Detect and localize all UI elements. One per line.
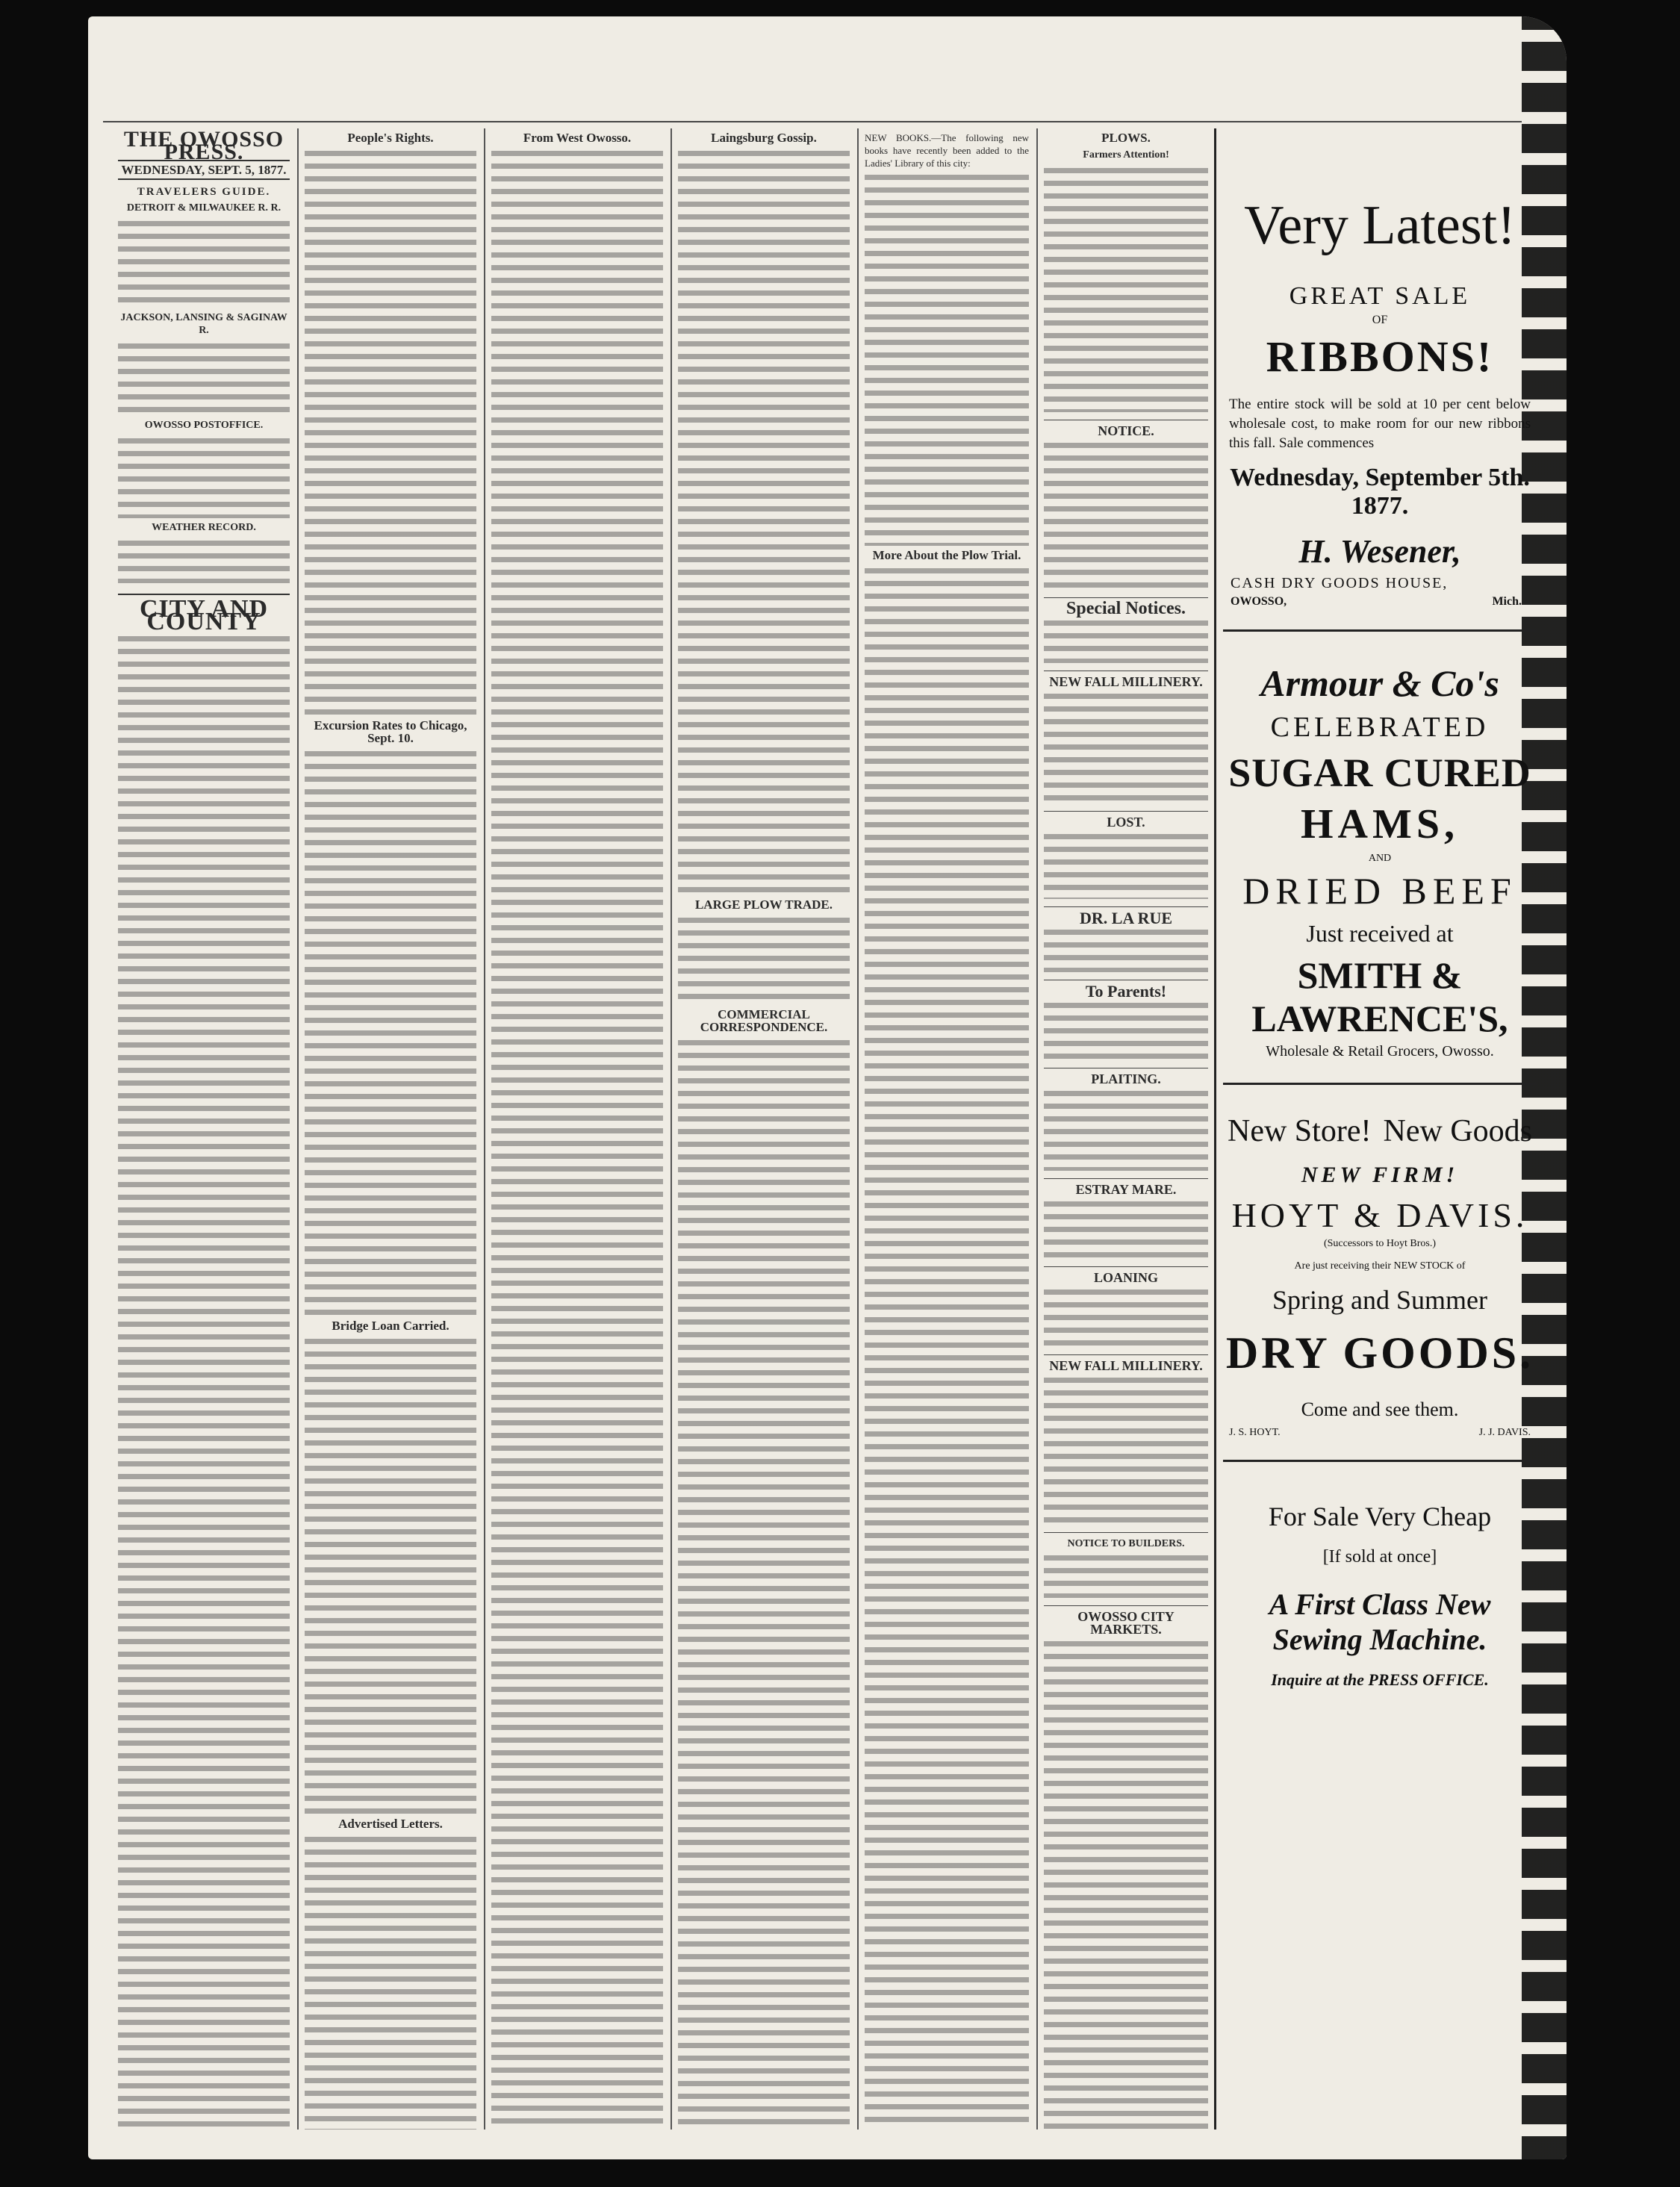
notice-text	[1044, 1287, 1208, 1347]
column-rule	[1036, 128, 1038, 2130]
ad-name-left: J. S. HOYT.	[1229, 1427, 1281, 1438]
ad-sewing-machine: A First Class New Sewing Machine.	[1269, 1587, 1491, 1656]
column-2	[305, 128, 476, 2130]
notice-heading: LOANING	[1044, 1266, 1208, 1284]
ad-sale-text: The entire stock will be sold at 10 per cent below wholesale cost, to make room for our new ribbons this fall. Sale commences	[1229, 396, 1531, 451]
ad-celebrated: CELEBRATED	[1270, 712, 1490, 743]
railroad-heading-1: DETROIT & MILWAUKEE R. R.	[126, 202, 281, 214]
header-rule	[103, 121, 1522, 122]
masthead-date: WEDNESDAY, SEPT. 5, 1877.	[118, 160, 290, 180]
ad-new-store: New Store!	[1228, 1114, 1372, 1148]
ad-store-line: CASH DRY GOODS HOUSE,	[1231, 575, 1449, 591]
article-text	[305, 1835, 476, 2130]
article-heading: Excursion Rates to Chicago, Sept. 10.	[314, 718, 467, 745]
article-text	[305, 149, 476, 716]
ad-and: AND	[1368, 853, 1392, 864]
ad-town-name: OWOSSO,	[1231, 595, 1287, 608]
ad-rule	[1223, 1083, 1537, 1085]
notice-text	[1044, 832, 1208, 899]
notice-text	[1044, 691, 1208, 803]
article-heading: Laingsburg Gossip.	[711, 131, 817, 145]
ad-new-firm: NEW FIRM!	[1301, 1163, 1459, 1187]
article-text	[305, 749, 476, 1316]
column-rule	[671, 128, 672, 2130]
column-3	[491, 128, 663, 2130]
ad-wholesale: Wholesale & Retail Grocers, Owosso.	[1266, 1043, 1494, 1060]
article-text	[678, 915, 850, 1005]
notice-text	[1044, 1089, 1208, 1171]
column-1	[118, 128, 290, 2130]
postoffice-text	[118, 436, 290, 518]
article-heading: People's Rights.	[347, 131, 434, 145]
column-rule	[484, 128, 485, 2130]
article-text	[491, 149, 663, 2130]
ad-if-sold: [If sold at once]	[1322, 1547, 1437, 1567]
ad-great-sale: GREAT SALE	[1289, 282, 1471, 310]
article-heading: COMMERCIAL CORRESPONDENCE.	[700, 1007, 828, 1034]
notice-heading: NEW FALL MILLINERY.	[1044, 671, 1208, 688]
postoffice-heading: OWOSSO POSTOFFICE.	[144, 420, 264, 431]
article-text	[865, 566, 1029, 2130]
notice-heading: To Parents!	[1044, 980, 1208, 998]
column-6	[1044, 128, 1208, 2130]
ad-of: OF	[1372, 314, 1388, 326]
ad-hams: HAMS,	[1301, 801, 1459, 847]
ad-merchant-name: H. Wesener,	[1298, 533, 1461, 570]
notice-heading: PLOWS.	[1101, 131, 1151, 145]
ad-for-sale: For Sale Very Cheap	[1268, 1502, 1492, 1531]
notice-heading: NOTICE TO BUILDERS.	[1044, 1532, 1208, 1550]
article-heading: Advertised Letters.	[338, 1817, 443, 1831]
column-rule	[857, 128, 859, 2130]
ad-just-received: Just received at	[1306, 920, 1454, 947]
notice-text	[1044, 1375, 1208, 1525]
ad-very-latest: Very Latest!	[1244, 195, 1516, 256]
ad-successors: (Successors to Hoyt Bros.)	[1323, 1238, 1437, 1249]
ad-ribbons: RIBBONS!	[1266, 332, 1494, 381]
ad-town	[1223, 595, 1537, 609]
column-4	[678, 128, 850, 2130]
article-heading: More About the Plow Trial.	[872, 548, 1021, 562]
ad-divider	[1214, 128, 1216, 2130]
ad-name-right: J. J. DAVIS.	[1478, 1427, 1531, 1438]
timetable-text-2	[118, 341, 290, 416]
advertisement-column	[1223, 128, 1537, 2130]
weather-heading: WEATHER RECORD.	[152, 522, 256, 533]
notice-text	[1044, 166, 1208, 412]
timetable-text	[118, 219, 290, 308]
notice-subheading: Farmers Attention!	[1083, 149, 1169, 161]
article-heading: LARGE PLOW TRADE.	[694, 897, 833, 912]
notice-heading: PLAITING.	[1044, 1068, 1208, 1086]
ad-hoyt-davis: HOYT & DAVIS.	[1231, 1196, 1528, 1234]
masthead-title: THE OWOSSO PRESS.	[123, 128, 284, 164]
article-text	[305, 1337, 476, 1814]
ad-dry-goods: DRY GOODS.	[1225, 1328, 1534, 1378]
notice-text	[1044, 1553, 1208, 1598]
market-prices-text	[1044, 1639, 1208, 2130]
ad-smith-lawrence: SMITH & LAWRENCE'S,	[1251, 954, 1508, 1039]
ad-state: Mich.	[1492, 595, 1522, 608]
article-heading: From West Owosso.	[523, 131, 632, 145]
article-text	[678, 149, 850, 895]
column-5	[865, 128, 1029, 2130]
notice-text	[1044, 1001, 1208, 1060]
ad-new-store-row	[1223, 1113, 1537, 1149]
article-text	[678, 1038, 850, 2130]
notice-heading: LOST.	[1044, 811, 1208, 829]
weather-text	[118, 538, 290, 583]
notice-text	[1044, 927, 1208, 972]
ad-proprietors	[1223, 1427, 1537, 1439]
travelers-guide-heading: TRAVELERS GUIDE.	[137, 186, 271, 198]
notice-text	[1044, 441, 1208, 590]
ad-dried-beef: DRIED BEEF	[1242, 870, 1517, 912]
notice-heading: ESTRAY MARE.	[1044, 1178, 1208, 1196]
ad-come-see: Come and see them.	[1301, 1399, 1459, 1420]
article-heading: Bridge Loan Carried.	[332, 1319, 449, 1333]
ad-sugar-cured: SUGAR CURED	[1228, 750, 1531, 795]
ad-spring-summer: Spring and Summer	[1272, 1285, 1487, 1315]
newspaper-page	[88, 16, 1567, 2159]
ad-receiving: Are just receiving their NEW STOCK of	[1294, 1260, 1466, 1272]
notice-heading: NEW FALL MILLINERY.	[1044, 1354, 1208, 1372]
article-text	[865, 172, 1029, 546]
local-news-text	[118, 634, 290, 2130]
ad-sale-date: Wednesday, September 5th. 1877.	[1230, 464, 1530, 520]
ad-inquire: Inquire at the PRESS OFFICE.	[1271, 1670, 1489, 1689]
notice-text	[1044, 618, 1208, 663]
ad-new-goods: New Goods	[1383, 1114, 1532, 1148]
ad-rule	[1223, 1460, 1537, 1462]
notice-text	[1044, 1199, 1208, 1259]
notice-heading: Special Notices.	[1044, 597, 1208, 615]
notice-heading: DR. LA RUE	[1044, 906, 1208, 924]
ad-armour: Armour & Co's	[1260, 662, 1499, 704]
railroad-heading-2: JACKSON, LANSING & SAGINAW R.	[120, 312, 287, 336]
column-rule	[297, 128, 299, 2130]
ad-rule	[1223, 629, 1537, 632]
article-heading: NEW BOOKS.—The following new books have recently been added to the Ladies' Library of this city:	[865, 132, 1029, 169]
notice-heading: NOTICE.	[1044, 420, 1208, 438]
city-and-county-heading: CITY AND COUNTY	[118, 594, 290, 628]
notice-heading: OWOSSO CITY MARKETS.	[1044, 1605, 1208, 1636]
